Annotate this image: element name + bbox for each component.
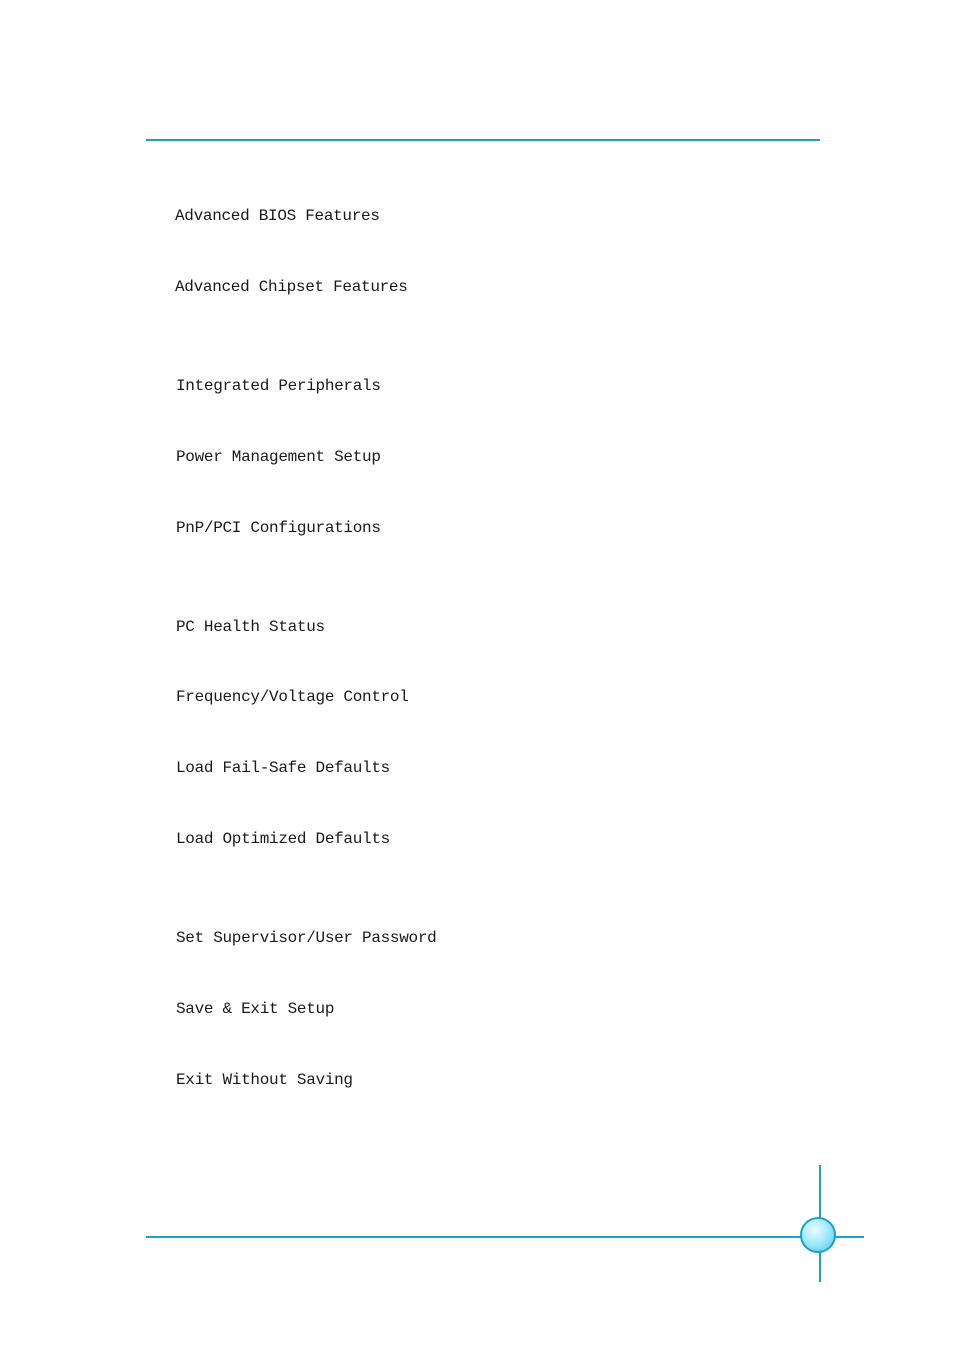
page-circle-badge xyxy=(800,1217,836,1253)
bottom-divider xyxy=(146,1236,864,1238)
menu-item-advanced-bios-features: Advanced BIOS Features xyxy=(175,207,380,225)
menu-item-exit-without-saving: Exit Without Saving xyxy=(176,1071,353,1089)
menu-item-frequency-voltage-control: Frequency/Voltage Control xyxy=(176,688,409,706)
menu-item-load-fail-safe-defaults: Load Fail-Safe Defaults xyxy=(176,759,390,777)
menu-item-pnp-pci-configurations: PnP/PCI Configurations xyxy=(176,519,381,537)
menu-item-load-optimized-defaults: Load Optimized Defaults xyxy=(176,830,390,848)
menu-item-set-supervisor-user-password: Set Supervisor/User Password xyxy=(176,929,437,947)
menu-item-advanced-chipset-features: Advanced Chipset Features xyxy=(175,278,408,296)
menu-item-integrated-peripherals: Integrated Peripherals xyxy=(176,377,381,395)
menu-item-save-exit-setup: Save & Exit Setup xyxy=(176,1000,335,1018)
top-divider xyxy=(146,139,820,141)
menu-item-power-management-setup: Power Management Setup xyxy=(176,448,381,466)
menu-item-pc-health-status: PC Health Status xyxy=(176,618,325,636)
